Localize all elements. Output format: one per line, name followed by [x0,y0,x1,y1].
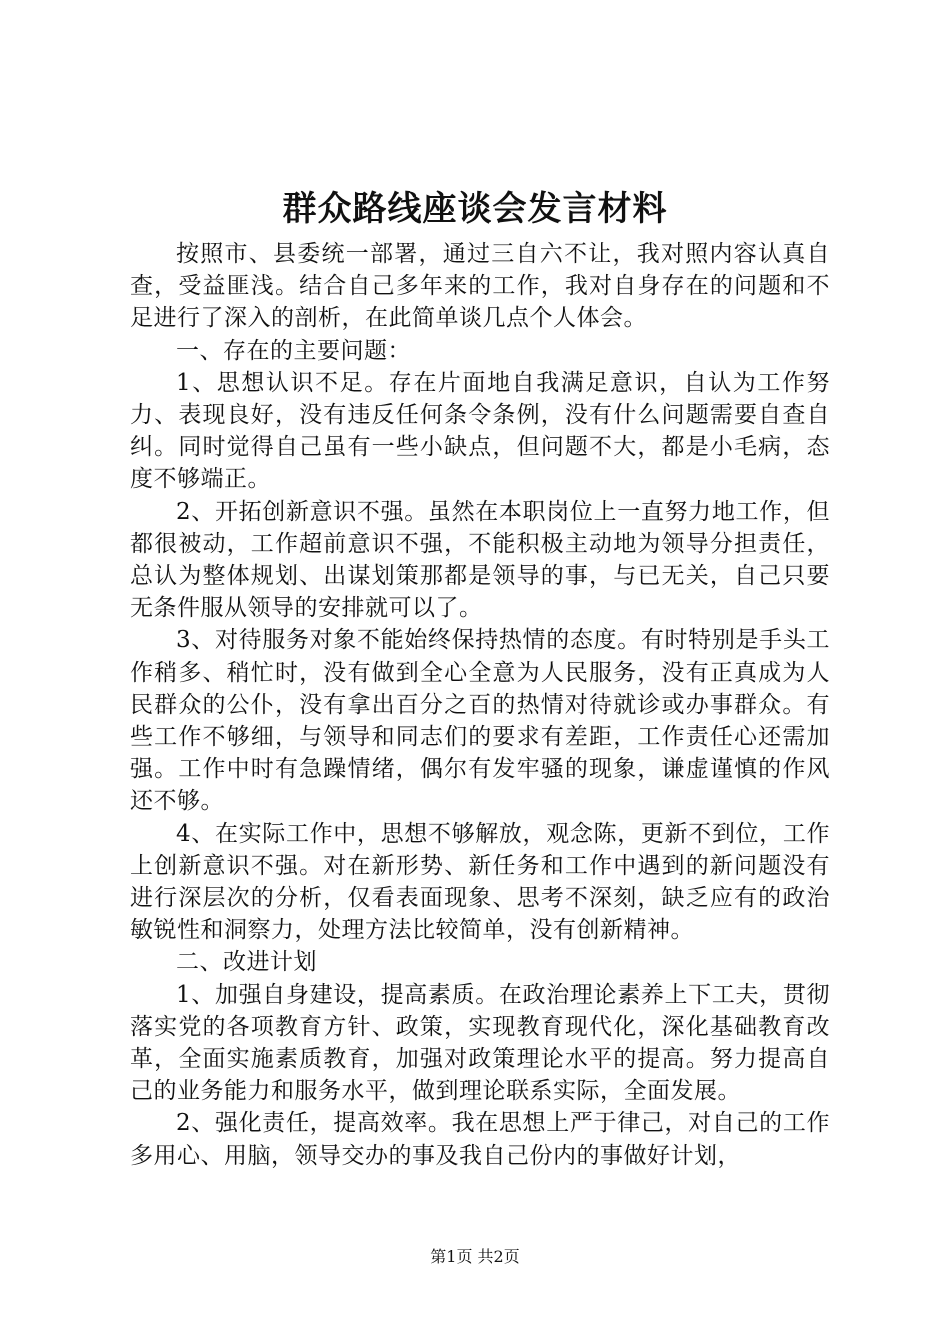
paragraph-plan-2: 2、强化责任，提高效率。我在思想上严于律己，对自己的工作多用心、用脑，领导交办的事及我自己份内的事做好计划， [130,1110,830,1169]
paragraph-problem-1: 1、思想认识不足。存在片面地自我满足意识，自认为工作努力、表现良好，没有违反任何条令条例，没有什么问题需要自查自纠。同时觉得自己虽有一些小缺点，但问题不大，都是小毛病，态度不够端正。 [130,369,830,493]
document-body [130,238,830,1172]
paragraph-intro: 按照市、县委统一部署，通过三自六不让，我对照内容认真自查，受益匪浅。结合自己多年来的工作，我对自身存在的问题和不足进行了深入的剖析，在此简单谈几点个人体会。 [130,241,830,332]
paragraph-problem-3: 3、对待服务对象不能始终保持热情的态度。有时特别是手头工作稍多、稍忙时，没有做到全心全意为人民服务，没有正真成为人民群众的公仆，没有拿出百分之百的热情对待就诊或办事群众。有些工作不够细，与领导和同志们的要求有差距，工作责任心还需加强。工作中时有急躁情绪，偶尔有发牢骚的现象，谦虚谨慎的作风还不够。 [130,627,830,815]
heading-improvement-plan: 二、改进计划 [176,949,317,976]
paragraph-problem-4: 4、在实际工作中，思想不够解放，观念陈，更新不到位，工作上创新意识不强。对在新形势、新任务和工作中遇到的新问题没有进行深层次的分析，仅看表面现象、思考不深刻，缺乏应有的政治敏锐性和洞察力，处理方法比较简单，没有创新精神。 [130,820,830,944]
paragraph-problem-2: 2、开拓创新意识不强。虽然在本职岗位上一直努力地工作，但都很被动，工作超前意识不强，不能积极主动地为领导分担责任，总认为整体规划、出谋划策那都是领导的事，与已无关，自己只要无条件服从领导的安排就可以了。 [130,498,830,622]
page-footer: 第1页 共2页 [430,1247,520,1266]
document-title: 群众路线座谈会发言材料 [282,189,668,229]
paragraph-plan-1: 1、加强自身建设，提高素质。在政治理论素养上下工夫，贯彻落实党的各项教育方针、政策，实现教育现代化，深化基础教育改革，全面实施素质教育，加强对政策理论水平的提高。努力提高自己的业务能力和服务水平，做到理论联系实际，全面发展。 [130,981,830,1105]
heading-problems: 一、存在的主要问题： [176,337,411,364]
